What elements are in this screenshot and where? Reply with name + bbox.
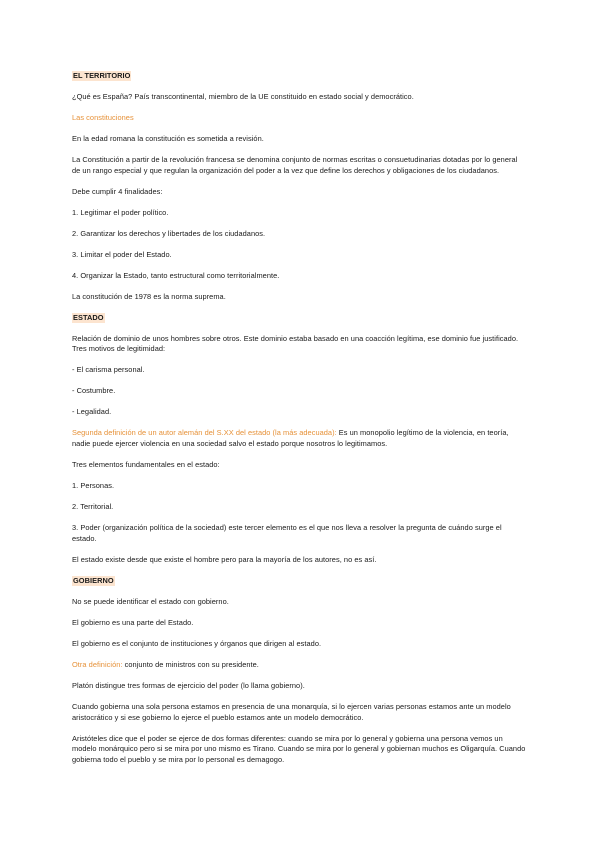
body-paragraph: ¿Qué es España? País transcontinental, miembro de la UE constituido en estado social y democrático.	[72, 91, 414, 101]
body-paragraph: Aristóteles dice que el poder se ejerce de dos formas diferentes: cuando se mira por lo general y gobierna una persona vemos un modelo monárquico pero si se mira por uno mismo es Tirano. Cuando se mira por lo general y gobiernan muchos es Oligarquía. Cuando gobierna todo el pueblo y se mira por lo personal es demagogo.	[72, 733, 526, 765]
section-heading	[72, 576, 527, 587]
body-paragraph: 1. Personas.	[72, 481, 115, 491]
body-paragraph: Relación de dominio de unos hombres sobre otros. Este dominio estaba basado en una coacción legítima, ese dominio fue justificado. Tres motivos de legitimidad:	[72, 333, 519, 354]
definition-lead: Otra definición:	[72, 659, 123, 669]
section-heading-text: EL TERRITORIO	[73, 71, 131, 80]
definition-paragraph	[72, 660, 527, 671]
definition-lead: Segunda definición de un autor alemán del S.XX del estado (la más adecuada):	[72, 428, 337, 438]
body-paragraph: La Constitución a partir de la revolución francesa se denomina conjunto de normas escritas o consuetudinarias dotadas por lo general de un rango especial y que regulan la organización del poder a la vez que define los derechos y obligaciones de los ciudadanos.	[72, 154, 518, 175]
section-heading	[72, 313, 527, 324]
definition-paragraph	[72, 428, 527, 450]
subsection-heading: Las constituciones	[72, 112, 134, 122]
body-paragraph: - El carisma personal.	[72, 365, 145, 375]
body-paragraph: - Costumbre.	[72, 386, 116, 396]
body-paragraph: 2. Garantizar los derechos y libertades de los ciudadanos.	[72, 228, 266, 238]
body-paragraph: El estado existe desde que existe el hombre pero para la mayoría de los autores, no es así.	[72, 554, 377, 564]
body-paragraph: 3. Limitar el poder del Estado.	[72, 249, 172, 259]
definition-text: conjunto de ministros con su presidente.	[122, 659, 259, 669]
body-paragraph: 1. Legitimar el poder político.	[72, 207, 169, 217]
body-paragraph: Platón distingue tres formas de ejercicio del poder (lo llama gobierno).	[72, 680, 305, 690]
body-paragraph: En la edad romana la constitución es sometida a revisión.	[72, 133, 264, 143]
definition-text: Es un monopolio legítimo de la violencia, en teoría, nadie puede ejercer violencia en una sociedad salvo el estado porque nosotros lo legitimamos.	[72, 428, 509, 449]
section-heading-text: ESTADO	[73, 312, 104, 322]
section-heading-text: GOBIERNO	[73, 575, 114, 585]
document-body	[72, 71, 527, 776]
body-paragraph: - Legalidad.	[72, 407, 112, 417]
body-paragraph: Cuando gobierna una sola persona estamos en presencia de una monarquía, si lo ejercen varias personas estamos ante un modelo aristocrático y si ese gobierno lo ejerce el pueblo estamos ante un modelo democrático.	[72, 701, 511, 722]
body-paragraph: La constitución de 1978 es la norma suprema.	[72, 291, 226, 301]
body-paragraph: El gobierno es una parte del Estado.	[72, 617, 194, 627]
body-paragraph: Debe cumplir 4 finalidades:	[72, 186, 163, 196]
body-paragraph: 2. Territorial.	[72, 502, 114, 512]
body-paragraph: No se puede identificar el estado con gobierno.	[72, 596, 229, 606]
body-paragraph: Tres elementos fundamentales en el estado:	[72, 460, 220, 470]
body-paragraph: 3. Poder (organización política de la sociedad) este tercer elemento es el que nos lleva a resolver la pregunta de cuándo surge el estado.	[72, 523, 502, 543]
section-heading	[72, 71, 527, 82]
body-paragraph: El gobierno es el conjunto de instituciones y órganos que dirigen al estado.	[72, 638, 322, 648]
body-paragraph: 4. Organizar la Estado, tanto estructural como territorialmente.	[72, 270, 280, 280]
